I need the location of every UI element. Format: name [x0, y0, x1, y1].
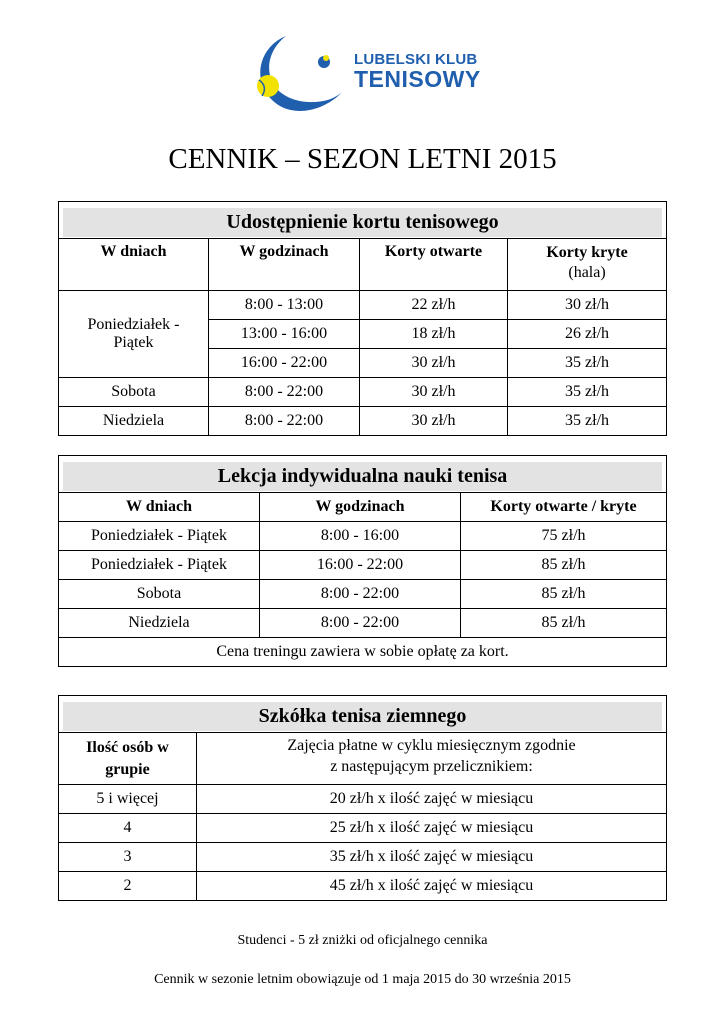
cell-open-price: 22 zł/h	[360, 291, 508, 320]
cell-hours: 8:00 - 22:00	[260, 609, 461, 638]
cell-day: Sobota	[59, 378, 209, 407]
cell-day: Poniedziałek - Piątek	[59, 522, 260, 551]
cell-day: Poniedziałek - Piątek	[59, 551, 260, 580]
header-open-courts: Korty otwarte	[360, 239, 508, 291]
cell-covered-price: 35 zł/h	[508, 378, 667, 407]
header-description: Zajęcia płatne w cyklu miesięcznym zgodnie	[287, 737, 576, 754]
header-hours: W godzinach	[260, 493, 461, 522]
cell-covered-price: 30 zł/h	[508, 291, 667, 320]
table-row	[59, 378, 667, 407]
header-days: W dniach	[59, 493, 260, 522]
header-group-size-2: grupie	[105, 760, 150, 778]
cell-open-price: 30 zł/h	[360, 378, 508, 407]
cell-covered-price: 26 zł/h	[508, 320, 667, 349]
header-covered-courts: Korty kryte	[546, 244, 628, 261]
school-table	[58, 695, 667, 901]
cell-hours: 8:00 - 22:00	[209, 407, 360, 436]
cell-price: 85 zł/h	[461, 609, 667, 638]
cell-price: 45 zł/h x ilość zajęć w miesiącu	[197, 872, 667, 901]
cell-day: Sobota	[59, 580, 260, 609]
lesson-table	[58, 455, 667, 667]
students-discount-note: Studenci - 5 zł zniżki od oficjalnego cennika	[237, 933, 488, 948]
header-covered-note: (hala)	[568, 264, 606, 281]
cell-day: Niedziela	[59, 407, 209, 436]
table-row	[59, 580, 667, 609]
table-row	[59, 609, 667, 638]
logo-emblem-icon	[246, 30, 356, 116]
cell-hours: 16:00 - 22:00	[209, 349, 360, 378]
cell-group: 4	[59, 814, 197, 843]
cell-hours: 13:00 - 16:00	[209, 320, 360, 349]
table-row	[59, 872, 667, 901]
cell-group: 3	[59, 843, 197, 872]
cell-covered-price: 35 zł/h	[508, 407, 667, 436]
cell-price: 85 zł/h	[461, 580, 667, 609]
table-row	[59, 551, 667, 580]
logo-line-2: TENISOWY	[354, 66, 481, 92]
page-title: CENNIK – SEZON LETNI 2015	[168, 143, 557, 175]
cell-group: 5 i więcej	[59, 785, 197, 814]
club-logo	[246, 30, 486, 116]
cell-hours: 16:00 - 22:00	[260, 551, 461, 580]
cell-price: 35 zł/h x ilość zajęć w miesiącu	[197, 843, 667, 872]
header-description-2: z następującym przelicznikiem:	[330, 758, 533, 775]
cell-open-price: 18 zł/h	[360, 320, 508, 349]
cell-hours: 8:00 - 22:00	[260, 580, 461, 609]
cell-covered-price: 35 zł/h	[508, 349, 667, 378]
table-row	[59, 291, 667, 320]
table-row	[59, 785, 667, 814]
lesson-note: Cena treningu zawiera w sobie opłatę za kort.	[59, 638, 667, 667]
court-rental-table	[58, 201, 667, 436]
cell-hours: 8:00 - 13:00	[209, 291, 360, 320]
logo-line-1: LUBELSKI KLUB	[354, 51, 478, 68]
cell-price: 85 zł/h	[461, 551, 667, 580]
cell-group: 2	[59, 872, 197, 901]
table-row	[59, 843, 667, 872]
table-row	[59, 522, 667, 551]
header-courts: Korty otwarte / kryte	[461, 493, 667, 522]
cell-price: 20 zł/h x ilość zajęć w miesiącu	[197, 785, 667, 814]
cell-hours: 8:00 - 22:00	[209, 378, 360, 407]
cell-price: 75 zł/h	[461, 522, 667, 551]
cell-open-price: 30 zł/h	[360, 407, 508, 436]
cell-open-price: 30 zł/h	[360, 349, 508, 378]
cell-price: 25 zł/h x ilość zajęć w miesiącu	[197, 814, 667, 843]
weekday-label: Poniedziałek - Piątek	[59, 291, 209, 378]
court-table-heading: Udostępnienie kortu tenisowego	[63, 208, 662, 237]
header-hours: W godzinach	[209, 239, 360, 291]
cell-day: Niedziela	[59, 609, 260, 638]
cell-hours: 8:00 - 16:00	[260, 522, 461, 551]
school-table-heading: Szkółka tenisa ziemnego	[63, 702, 662, 731]
header-group-size: Ilość osób w	[86, 738, 169, 756]
lesson-table-heading: Lekcja indywidualna nauki tenisa	[63, 462, 662, 491]
header-days: W dniach	[59, 239, 209, 291]
validity-note: Cennik w sezonie letnim obowiązuje od 1 maja 2015 do 30 września 2015	[154, 972, 571, 987]
table-row	[59, 407, 667, 436]
table-row	[59, 814, 667, 843]
